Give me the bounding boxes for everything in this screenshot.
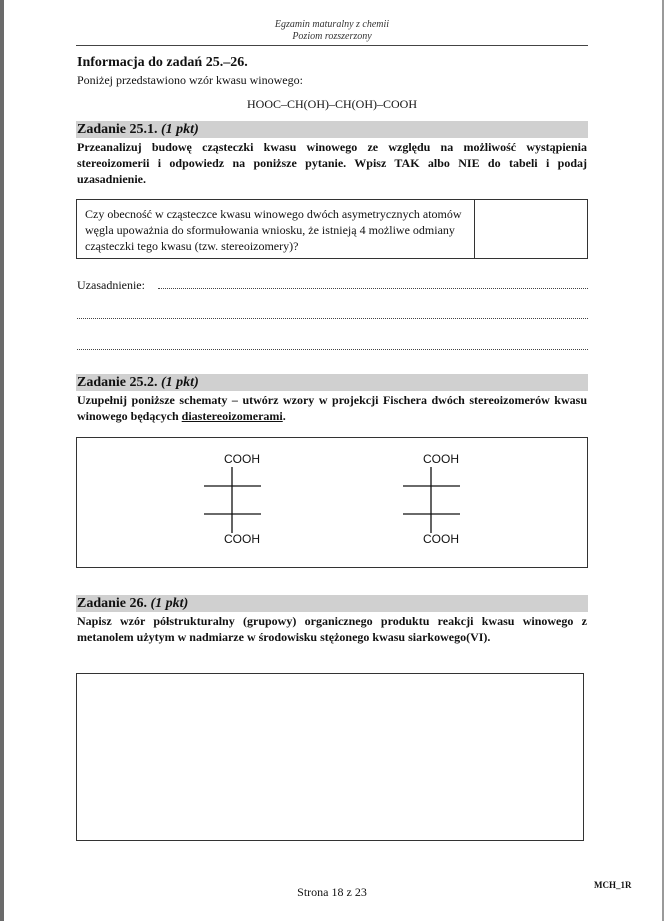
justification-line-1[interactable] <box>158 288 588 289</box>
header-divider <box>76 45 588 46</box>
task-25-1-instruction: Przeanalizuj budowę cząsteczki kwasu winowego ze względu na możliwość wystąpienia stereoizomerii i odpowiedz na poniższe pytanie. Wpisz TAK albo NIE do tabeli i podaj uzasadnienie. <box>77 140 587 186</box>
fischer-skeleton-1 <box>204 467 261 533</box>
task-26-header <box>76 595 588 612</box>
answer-cell-tak-nie[interactable] <box>475 200 587 258</box>
task-25-2-instruction-end: . <box>282 409 286 423</box>
diastereoisomers-term: diastereoizomerami <box>181 409 283 423</box>
answer-table <box>76 199 588 259</box>
page-edge-left <box>0 0 4 921</box>
task-25-2-instruction-text: Uzupełnij poniższe schematy – utwórz wzory w projekcji Fischera dwóch stereoizomerów kwasu winowego będących <box>77 393 587 423</box>
task-25-2-points: (1 pkt) <box>161 375 199 390</box>
fischer-1-bottom-cooh: COOH <box>224 532 260 546</box>
task-25-2-instruction <box>77 392 587 424</box>
fischer-projection-box[interactable] <box>76 437 588 568</box>
exam-code: MCH_1R <box>594 880 632 890</box>
info-title: Informacja do zadań 25.–26. <box>77 55 248 70</box>
task-25-1-points: (1 pkt) <box>161 122 199 137</box>
task-25-2-title: Zadanie 25.2. <box>77 375 158 390</box>
exam-header-level: Poziom rozszerzony <box>292 31 372 42</box>
task-26-title: Zadanie 26. <box>77 596 148 611</box>
justification-line-2[interactable] <box>77 318 588 319</box>
fischer-skeleton-2 <box>403 467 460 533</box>
task-26-answer-box[interactable] <box>76 673 584 841</box>
fischer-2-top-cooh: COOH <box>423 452 459 466</box>
fischer-skeletons <box>77 438 587 567</box>
info-text: Poniżej przedstawiono wzór kwasu winowego: <box>77 73 303 87</box>
tartaric-acid-formula: HOOC–CH(OH)–CH(OH)–COOH <box>247 97 417 111</box>
task-25-2-header <box>76 374 588 391</box>
fischer-2-bottom-cooh: COOH <box>423 532 459 546</box>
task-26-points: (1 pkt) <box>150 596 189 611</box>
page-number: Strona 18 z 23 <box>297 885 367 899</box>
exam-header-title: Egzamin maturalny z chemii <box>274 19 390 30</box>
task-25-1-title: Zadanie 25.1. <box>77 122 158 137</box>
fischer-1-top-cooh: COOH <box>224 452 260 466</box>
task-25-1-header <box>76 121 588 138</box>
justification-line-3[interactable] <box>77 349 588 350</box>
question-cell: Czy obecność w cząsteczce kwasu winowego dwóch asymetrycznych atomów węgla upoważnia do sformułowania wniosku, że istnieją 4 możliwe odmiany cząsteczki tego kwasu (tzw. stereoizomery)? <box>77 200 475 258</box>
task-26-instruction: Napisz wzór półstrukturalny (grupowy) organicznego produktu reakcji kwasu winowego z metanolem użytym w nadmiarze w środowisku stężonego kwasu siarkowego(VI). <box>77 614 587 644</box>
justification-label: Uzasadnienie: <box>77 278 145 292</box>
